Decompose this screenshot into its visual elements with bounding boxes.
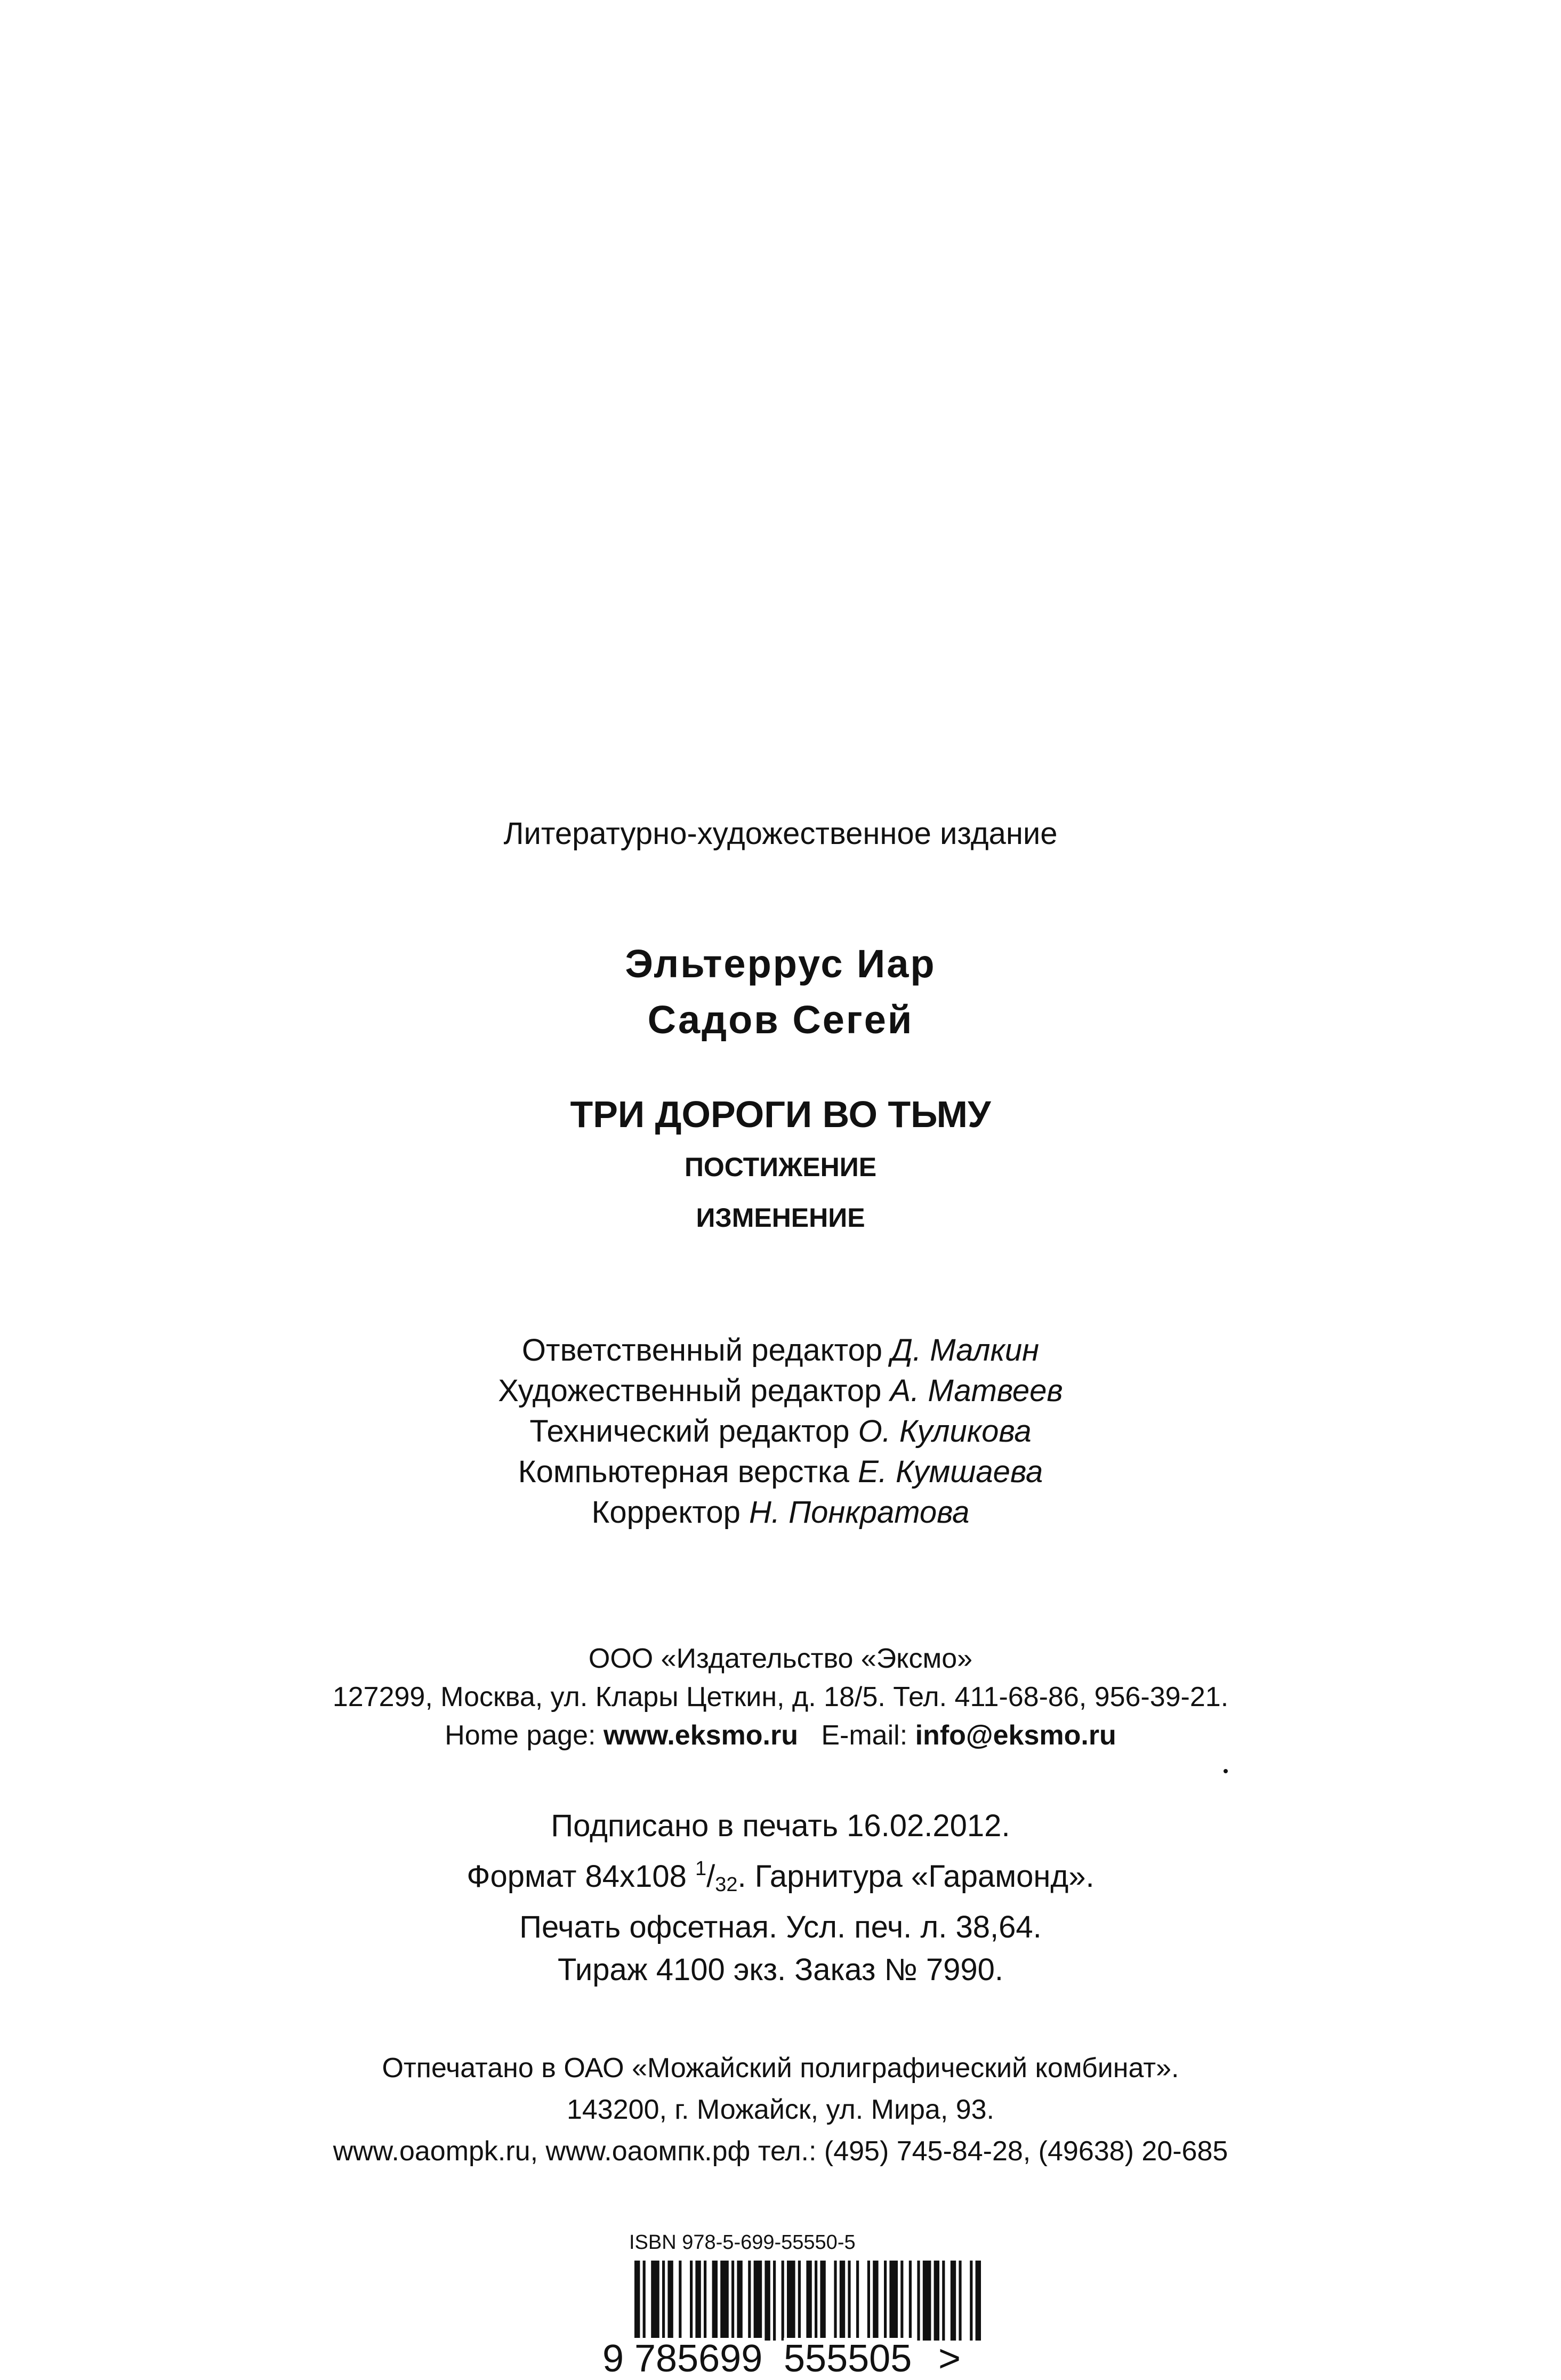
barcode-first-digit: 9: [602, 2337, 624, 2380]
printer-address: 143200, г. Можайск, ул. Мира, 93.: [566, 2094, 995, 2125]
credits-block: [0, 1330, 1561, 1533]
barcode-bar: [731, 2261, 734, 2341]
barcode-bar: [917, 2261, 920, 2341]
credit-role: Технический редактор: [529, 1414, 850, 1449]
credit-role: Корректор: [591, 1495, 741, 1530]
barcode-bar: [820, 2261, 825, 2341]
format-line: Формат 84х108 $^1/_{32}$. Гарнитура «Гарамонд».: [466, 1858, 1095, 1896]
barcode-bar: [873, 2261, 878, 2341]
email-link[interactable]: info@eksmo.ru: [915, 1720, 1116, 1751]
barcode-bar: [712, 2261, 718, 2341]
barcode-bar: [942, 2261, 945, 2341]
barcode-bar: [815, 2261, 817, 2341]
author-2: Садов Сегей: [647, 998, 914, 1042]
format-suffix: . Гарнитура «Гарамонд».: [737, 1859, 1095, 1894]
barcode-bar: [690, 2261, 693, 2341]
barcode-bar: [667, 2261, 673, 2341]
barcode-bar: [662, 2261, 665, 2341]
printer-name: Отпечатано в ОАО «Можайский полиграфический комбинат».: [382, 2053, 1179, 2084]
barcode-bar: [679, 2261, 681, 2341]
credit-person: Н. Понкратова: [749, 1495, 970, 1530]
barcode-bar: [773, 2261, 776, 2341]
credit-line: [0, 1492, 1561, 1533]
credit-person: О. Куликова: [858, 1414, 1032, 1449]
printer-contacts: www.oaompk.ru, www.оаомпк.рф тел.: (495) 745-84-28, (49638) 20-685: [333, 2136, 1228, 2167]
barcode-bar: [970, 2261, 972, 2341]
credit-line: [0, 1371, 1561, 1411]
barcode-bar: [884, 2261, 887, 2341]
barcode-bar: [867, 2261, 870, 2341]
barcode-left-group: 785699: [634, 2337, 763, 2380]
publisher-block: [0, 1639, 1561, 1755]
credit-line: [0, 1411, 1561, 1452]
barcode-bar: [889, 2261, 898, 2341]
subtitle-1: ПОСТИЖЕНИЕ: [684, 1152, 877, 1182]
signed-date: Подписано в печать 16.02.2012.: [551, 1808, 1010, 1843]
barcode-bar: [765, 2261, 770, 2341]
credit-line: [0, 1330, 1561, 1371]
format-denominator: 32: [715, 1874, 738, 1896]
barcode-bar: [651, 2261, 659, 2341]
credit-person: Е. Кумшаева: [858, 1454, 1043, 1489]
publisher-name: ООО «Издательство «Эксмо»: [588, 1643, 973, 1674]
author-1: Эльтеррус Иар: [625, 942, 936, 986]
barcode-bar: [704, 2261, 706, 2341]
barcode-bar: [900, 2261, 903, 2341]
publisher-address: 127299, Москва, ул. Клары Цеткин, д. 18/5. Тел. 411-68-86, 956-39-21.: [332, 1682, 1229, 1712]
edition-type: Литературно-художественное издание: [503, 816, 1058, 851]
barcode-arrow: >: [938, 2337, 961, 2380]
barcode-bar: [787, 2261, 795, 2341]
barcode-right-group: 555505: [784, 2337, 912, 2380]
homepage-link[interactable]: www.eksmo.ru: [603, 1720, 799, 1751]
printer-block: [0, 2047, 1561, 2172]
barcode-bar: [720, 2261, 729, 2341]
format-prefix: Формат 84х108: [466, 1859, 687, 1894]
isbn-label: ISBN 978-5-699-55550-5: [629, 2231, 856, 2254]
barcode-bar: [976, 2261, 981, 2341]
barcode-bar: [959, 2261, 961, 2341]
barcode-bar: [782, 2261, 784, 2341]
publisher-contacts: [0, 1716, 1561, 1755]
barcode-bar: [909, 2261, 912, 2341]
barcode-bar: [806, 2261, 811, 2341]
format-numerator: 1: [695, 1858, 707, 1880]
barcode-bar: [856, 2261, 859, 2341]
homepage-label: Home page:: [445, 1720, 596, 1751]
subtitle-2: ИЗМЕНЕНИЕ: [696, 1203, 865, 1233]
credit-line: [0, 1452, 1561, 1492]
credit-role: Художественный редактор: [498, 1373, 882, 1408]
speck-mark: [1224, 1769, 1228, 1773]
barcode-bar: [848, 2261, 850, 2341]
barcode-bar: [923, 2261, 931, 2341]
print-info-block: [0, 1805, 1561, 1991]
barcode-bar: [748, 2261, 751, 2341]
barcode-bar: [951, 2261, 956, 2341]
printing-line: Печать офсетная. Усл. печ. л. 38,64.: [519, 1910, 1042, 1944]
barcode-bar: [934, 2261, 939, 2341]
credit-role: Ответственный редактор: [521, 1333, 883, 1368]
barcode-bar: [737, 2261, 742, 2341]
credit-person: А. Матвеев: [890, 1373, 1063, 1408]
barcode-bar: [798, 2261, 801, 2341]
circulation-line: Тираж 4100 экз. Заказ № 7990.: [557, 1952, 1003, 1987]
barcode-bar: [695, 2261, 701, 2341]
book-title: ТРИ ДОРОГИ ВО ТЬМУ: [570, 1093, 991, 1135]
credit-role: Компьютерная верстка: [518, 1454, 849, 1489]
email-label: E-mail:: [821, 1720, 908, 1751]
barcode-bar: [754, 2261, 762, 2341]
credit-person: Д. Малкин: [891, 1333, 1040, 1368]
